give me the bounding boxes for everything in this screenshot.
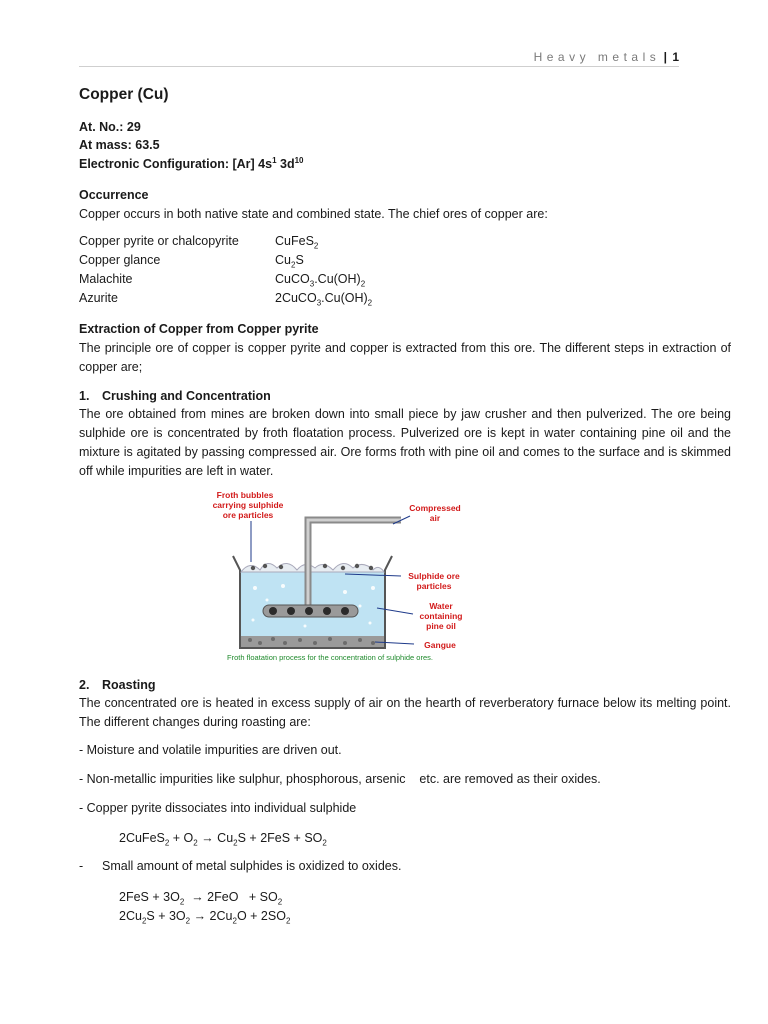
- ore-name: Azurite: [79, 291, 118, 305]
- ore-formula: $CuCO_3.Cu(OH)_2$: [275, 272, 366, 289]
- equation-3: $2Cu_2S + 3O_2 \to 2Cu_2O + 2SO_2$: [119, 909, 291, 926]
- roasting-point-2: - Non-metallic impurities like sulphur, phosphorous, arsenic etc. are removed as their oxides.: [79, 772, 601, 786]
- occurrence-heading: Occurrence: [79, 188, 149, 202]
- label-water-2: containing: [419, 611, 463, 621]
- ore-row: [79, 232, 372, 251]
- label-sulphide-1: Sulphide ore: [408, 571, 460, 581]
- step1-text: The ore obtained from mines are broken down into small piece by jaw crusher and then pulverized. The ore being sulphide ore is concentrated by froth floatation process. Pulverized ore is kept in water containing pine oil and the mixture is agitated by passing compressed air. Ore forms froth with pine oil and comes to the surface and is skimmed off while impurities are left in water.: [79, 407, 731, 478]
- occurrence-text: Copper occurs in both native state and combined state. The chief ores of copper are:: [79, 207, 548, 221]
- step2-number: 2.: [79, 678, 90, 692]
- ore-name: Copper pyrite or chalcopyrite: [79, 234, 239, 248]
- config-mid: 3d: [276, 157, 295, 171]
- label-froth-2: carrying sulphide: [212, 500, 284, 510]
- page-title: Copper (Cu): [79, 86, 169, 103]
- atomic-mass: At mass: 63.5: [79, 138, 160, 152]
- gangue-layer: [241, 636, 384, 647]
- ore-name: Copper glance: [79, 253, 161, 267]
- step1-number: 1.: [79, 389, 90, 403]
- page-header: [79, 48, 679, 67]
- label-water-3: pine oil: [426, 621, 456, 631]
- roasting-point-4: [79, 857, 731, 876]
- ore-formula: $2CuCO_3.Cu(OH)_2$: [275, 291, 373, 308]
- header-title: Heavy metals: [533, 50, 661, 64]
- roasting-point-1: - Moisture and volatile impurities are driven out.: [79, 743, 342, 757]
- extraction-text: The principle ore of copper is copper pyrite and copper is extracted from this ore. The different steps in extraction of copper are;: [79, 341, 731, 374]
- label-froth-1: Froth bubbles: [216, 490, 274, 500]
- step2-text: The concentrated ore is heated in excess supply of air on the hearth of reverberatory furnace below its melting point. The different changes during roasting are:: [79, 696, 731, 729]
- label-froth-3: ore particles: [222, 510, 274, 520]
- label-gangue: Gangue: [424, 640, 456, 650]
- ore-formula: CuFeS$_2$: [275, 234, 319, 251]
- extraction-heading: Extraction of Copper from Copper pyrite: [79, 322, 319, 336]
- ores-table: [79, 232, 372, 308]
- equation-2: $2FeS + 3O_2 \to 2FeO + SO_2$: [119, 890, 283, 907]
- ore-row: [79, 289, 372, 308]
- point-4-dash: -: [79, 859, 84, 873]
- ore-row: [79, 270, 372, 289]
- diagram-caption: Froth floatation process for the concentration of sulphide ores.: [227, 653, 433, 662]
- equation-1: 2CuFeS$_2$ + $O_2 \to Cu_2S + 2FeS + SO_2$: [119, 831, 327, 848]
- roasting-point-3: - Copper pyrite dissociates into individual sulphide: [79, 801, 357, 815]
- config-sup-2: 10: [294, 155, 304, 165]
- step1-heading: [79, 387, 731, 406]
- config-label: Electronic Configuration: [Ar] 4s: [79, 157, 273, 171]
- step1-title: Crushing and Concentration: [102, 389, 271, 403]
- page-number: 1: [672, 50, 679, 64]
- label-water-1: Water: [429, 601, 453, 611]
- header-separator: |: [663, 50, 667, 64]
- label-air-1: Compressed: [409, 503, 461, 513]
- point-4-text: Small amount of metal sulphides is oxidized to oxides.: [102, 859, 402, 873]
- ore-row: [79, 251, 372, 270]
- step2-heading: [79, 676, 731, 695]
- electronic-configuration: [79, 155, 731, 174]
- config-sup-1: 1: [272, 155, 277, 165]
- froth-layer: [241, 563, 384, 572]
- label-sulphide-2: particles: [416, 581, 452, 591]
- froth-floatation-figure: [205, 488, 475, 666]
- froth-floatation-diagram: [205, 488, 475, 666]
- ore-formula: $Cu_2S$: [275, 253, 304, 270]
- step2-title: Roasting: [102, 678, 156, 692]
- ore-name: Malachite: [79, 272, 133, 286]
- atomic-number: At. No.: 29: [79, 120, 141, 134]
- label-air-2: air: [429, 513, 441, 523]
